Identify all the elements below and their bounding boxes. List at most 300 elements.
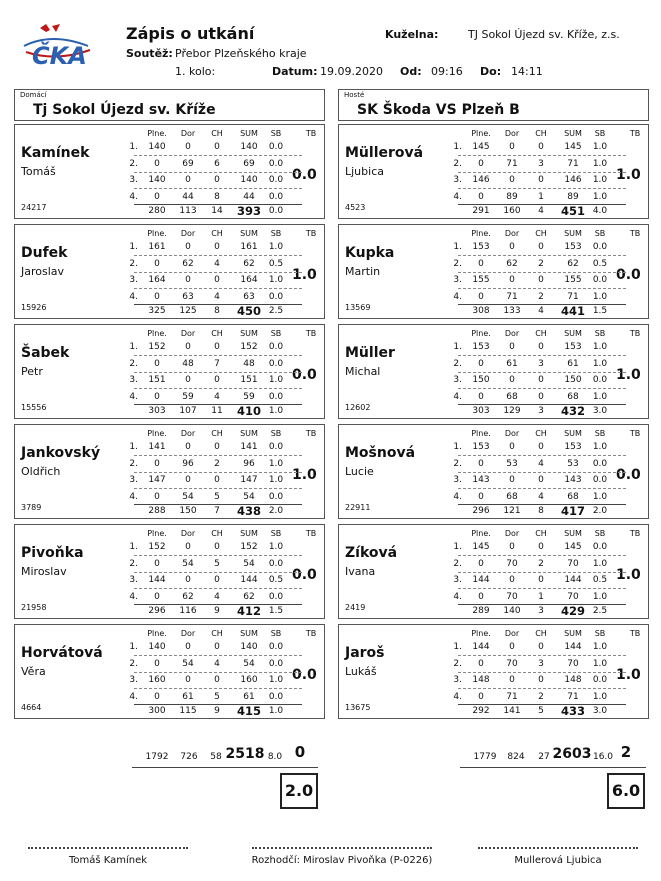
lane-cell: 0 [214, 575, 220, 585]
lane-cell: 0 [538, 442, 544, 452]
lane-number: 4. [453, 691, 462, 702]
row-divider [134, 355, 302, 356]
player-first-name: Věra [21, 665, 46, 678]
player-tb: 0.0 [292, 167, 317, 183]
lane-cell: 0 [538, 391, 544, 402]
player-surname: Horvátová [21, 645, 103, 661]
lane-cell: 148 [472, 675, 490, 685]
column-header: CH [211, 529, 223, 538]
lane-cell: 62 [567, 258, 579, 269]
lane-cell: 0.0 [268, 191, 284, 202]
player-first-name: Petr [21, 365, 43, 378]
lane-cell: 71 [567, 691, 579, 702]
row-divider [134, 572, 302, 573]
lane-number: 4. [129, 291, 138, 302]
lane-cell: 140 [148, 175, 166, 185]
player-total-cell: 3 [538, 406, 544, 416]
lane-cell: 54 [182, 491, 194, 502]
player-registration: 4523 [345, 203, 366, 212]
lane-cell: 69 [182, 158, 194, 169]
lane-cell: 71 [567, 291, 579, 302]
lane-cell: 140 [148, 142, 166, 152]
lane-cell: 0.5 [592, 575, 608, 585]
away-final-score: 6.0 [607, 773, 645, 809]
lane-number: 3. [453, 575, 462, 585]
lane-cell: 71 [506, 291, 518, 302]
lane-cell: 63 [243, 291, 255, 302]
player-total-cell: 150 [179, 506, 197, 516]
player-surname: Kamínek [21, 145, 90, 161]
lane-number: 4. [129, 191, 138, 202]
total-divider [458, 404, 626, 405]
lane-number: 2. [129, 258, 138, 269]
player-tb: 1.0 [292, 267, 317, 283]
lane-cell: 145 [564, 542, 582, 552]
lane-cell: 0 [509, 275, 515, 285]
lane-cell: 70 [567, 658, 579, 669]
row-divider [458, 455, 626, 456]
start-label: Od: [400, 65, 422, 78]
home-player-card [14, 124, 325, 219]
column-header: Plne. [147, 429, 167, 438]
lane-cell: 53 [567, 458, 579, 469]
lane-number: 1. [453, 142, 462, 152]
column-header: Plne. [471, 329, 491, 338]
home-signature: Tomáš Kamínek [68, 855, 148, 866]
total-divider [134, 704, 302, 705]
away-total-ch: 27 [538, 752, 550, 762]
row-divider [134, 672, 302, 673]
lane-cell: 0 [478, 658, 484, 669]
player-tb: 1.0 [292, 467, 317, 483]
lane-cell: 140 [148, 642, 166, 652]
player-total-cell: 296 [472, 506, 490, 516]
lane-cell: 0 [509, 175, 515, 185]
player-total-cell: 8 [538, 506, 544, 516]
lane-cell: 1.0 [592, 358, 608, 369]
lane-cell: 0 [478, 291, 484, 302]
row-divider [134, 655, 302, 656]
player-total-sum: 393 [236, 204, 261, 218]
column-header: TB [629, 329, 641, 338]
lane-cell: 70 [506, 558, 518, 569]
player-surname: Zíková [345, 545, 398, 561]
player-surname: Müllerová [345, 145, 424, 161]
player-total-cell: 116 [179, 606, 197, 616]
lane-cell: 1.0 [592, 442, 608, 452]
lane-cell: 61 [567, 358, 579, 369]
player-total-cell: 289 [472, 606, 490, 616]
referee-signature: Rozhodčí: Miroslav Pivoňka (P-0226) [251, 855, 433, 866]
row-divider [134, 455, 302, 456]
away-total-underline [460, 767, 646, 768]
total-divider [134, 404, 302, 405]
lane-number: 3. [453, 675, 462, 685]
column-header: Plne. [471, 229, 491, 238]
row-divider [458, 155, 626, 156]
away-total-dor: 824 [507, 752, 525, 762]
date-label: Datum: [272, 65, 318, 78]
player-total-cell: 1.0 [268, 406, 284, 416]
lane-number: 1. [453, 342, 462, 352]
lane-number: 2. [129, 458, 138, 469]
column-header: CH [535, 129, 547, 138]
lane-cell: 150 [564, 375, 582, 385]
lane-number: 3. [129, 375, 138, 385]
round-label: 1. kolo: [175, 65, 216, 78]
lane-number: 2. [453, 258, 462, 269]
column-header: Dor [180, 229, 196, 238]
lane-cell: 145 [564, 142, 582, 152]
lane-cell: 53 [506, 458, 518, 469]
column-header: CH [211, 629, 223, 638]
lane-number: 4. [453, 591, 462, 602]
player-surname: Pivoňka [21, 545, 84, 561]
lane-cell: 1.0 [268, 542, 284, 552]
lane-number: 3. [453, 375, 462, 385]
column-header: Dor [180, 529, 196, 538]
lane-cell: 4 [538, 491, 544, 502]
lane-cell: 0 [154, 591, 160, 602]
lane-cell: 0 [185, 475, 191, 485]
lane-cell: 144 [564, 642, 582, 652]
lane-cell: 62 [243, 591, 255, 602]
lane-cell: 164 [148, 275, 166, 285]
lane-number: 3. [453, 175, 462, 185]
lane-number: 2. [129, 658, 138, 669]
lane-number: 1. [453, 242, 462, 252]
lane-cell: 0 [478, 191, 484, 202]
lane-cell: 0 [185, 575, 191, 585]
lane-number: 1. [129, 442, 138, 452]
row-divider [458, 555, 626, 556]
column-header: TB [305, 629, 317, 638]
column-header: CH [211, 129, 223, 138]
lane-cell: 0 [154, 558, 160, 569]
player-total-cell: 325 [148, 306, 166, 316]
column-header: Dor [504, 229, 520, 238]
lane-cell: 155 [564, 275, 582, 285]
lane-cell: 0.0 [268, 158, 284, 169]
lane-number: 1. [129, 542, 138, 552]
lane-cell: 54 [243, 658, 255, 669]
player-total-cell: 2.5 [268, 306, 284, 316]
player-total-cell: 8 [214, 306, 220, 316]
lane-cell: 70 [567, 558, 579, 569]
lane-cell: 161 [148, 242, 166, 252]
player-total-sum: 451 [560, 204, 585, 218]
player-first-name: Tomáš [21, 165, 56, 178]
lane-cell: 0.0 [592, 675, 608, 685]
lane-number: 3. [129, 475, 138, 485]
lane-number: 1. [453, 542, 462, 552]
lane-cell: 140 [240, 142, 258, 152]
lane-cell: 1 [538, 591, 544, 602]
lane-cell: 0.0 [268, 558, 284, 569]
column-header: TB [305, 129, 317, 138]
column-header: SB [270, 129, 282, 138]
lane-cell: 160 [148, 675, 166, 685]
lane-cell: 145 [472, 542, 490, 552]
lane-cell: 0 [214, 475, 220, 485]
home-player-card [14, 324, 325, 419]
player-tb: 1.0 [616, 167, 641, 183]
lane-cell: 48 [243, 358, 255, 369]
column-header: SUM [240, 529, 258, 538]
column-header: SB [270, 229, 282, 238]
lane-cell: 0.0 [268, 391, 284, 402]
column-header: SB [594, 629, 606, 638]
lane-cell: 4 [538, 458, 544, 469]
home-player-card [14, 624, 325, 719]
lane-cell: 1.0 [268, 242, 284, 252]
lane-cell: 0 [185, 342, 191, 352]
player-tb: 0.0 [292, 567, 317, 583]
row-divider [458, 255, 626, 256]
row-divider [458, 172, 626, 173]
column-header: Dor [180, 629, 196, 638]
lane-cell: 153 [472, 342, 490, 352]
player-registration: 3789 [21, 503, 42, 512]
row-divider [458, 472, 626, 473]
row-divider [458, 655, 626, 656]
lane-cell: 1.0 [592, 175, 608, 185]
row-divider [458, 572, 626, 573]
column-header: CH [535, 429, 547, 438]
soutez-value: Přebor Plzeňského kraje [175, 47, 307, 60]
lane-cell: 145 [472, 142, 490, 152]
lane-cell: 0.0 [268, 142, 284, 152]
lane-cell: 7 [214, 358, 220, 369]
lane-cell: 54 [182, 558, 194, 569]
player-total-cell: 4 [538, 206, 544, 216]
lane-cell: 0 [185, 242, 191, 252]
player-tb: 0.0 [616, 267, 641, 283]
away-total-tb: 2 [620, 743, 632, 761]
lane-cell: 1.0 [592, 191, 608, 202]
player-registration: 15556 [21, 403, 47, 412]
row-divider [458, 588, 626, 589]
lane-cell: 62 [506, 258, 518, 269]
lane-cell: 0.0 [592, 475, 608, 485]
lane-cell: 0 [538, 175, 544, 185]
player-total-cell: 107 [179, 406, 197, 416]
lane-number: 3. [129, 275, 138, 285]
lane-cell: 0.0 [592, 242, 608, 252]
lane-cell: 155 [472, 275, 490, 285]
lane-cell: 0 [185, 642, 191, 652]
player-total-cell: 3 [538, 606, 544, 616]
player-first-name: Lucie [345, 465, 374, 478]
lane-number: 4. [453, 291, 462, 302]
column-header: CH [211, 429, 223, 438]
lane-number: 4. [453, 491, 462, 502]
lane-cell: 62 [182, 258, 194, 269]
column-header: CH [535, 629, 547, 638]
lane-number: 1. [129, 142, 138, 152]
player-total-cell: 1.0 [268, 706, 284, 716]
lane-cell: 144 [472, 575, 490, 585]
away-player-card [338, 524, 649, 619]
row-divider [134, 555, 302, 556]
player-total-sum: 438 [236, 504, 261, 518]
lane-cell: 147 [148, 475, 166, 485]
lane-cell: 5 [214, 691, 220, 702]
player-total-cell: 292 [472, 706, 490, 716]
lane-cell: 0 [214, 342, 220, 352]
home-final-score: 2.0 [280, 773, 318, 809]
row-divider [458, 188, 626, 189]
lane-cell: 5 [214, 491, 220, 502]
lane-cell: 70 [506, 658, 518, 669]
lane-cell: 0.5 [268, 258, 284, 269]
away-label: Hosté [344, 91, 365, 99]
lane-cell: 71 [506, 691, 518, 702]
end-value: 14:11 [511, 65, 543, 78]
lane-cell: 0 [214, 242, 220, 252]
lane-number: 2. [453, 658, 462, 669]
lane-cell: 0 [185, 175, 191, 185]
lane-cell: 0 [154, 691, 160, 702]
player-tb: 1.0 [616, 367, 641, 383]
lane-cell: 0 [538, 142, 544, 152]
lane-cell: 4 [214, 391, 220, 402]
away-player-card [338, 224, 649, 319]
column-header: Plne. [471, 129, 491, 138]
lane-cell: 1.0 [268, 375, 284, 385]
player-total-sum: 433 [560, 704, 585, 718]
column-header: SB [270, 629, 282, 638]
player-total-cell: 3.0 [592, 406, 608, 416]
lane-cell: 0 [538, 475, 544, 485]
lane-cell: 152 [148, 542, 166, 552]
row-divider [458, 355, 626, 356]
row-divider [134, 688, 302, 689]
away-total-sb: 16.0 [592, 752, 614, 762]
row-divider [458, 288, 626, 289]
lane-cell: 71 [506, 158, 518, 169]
column-header: SB [270, 429, 282, 438]
lane-cell: 68 [506, 491, 518, 502]
lane-cell: 0 [509, 442, 515, 452]
total-divider [458, 604, 626, 605]
lane-number: 2. [453, 158, 462, 169]
lane-number: 2. [453, 458, 462, 469]
player-total-sum: 429 [560, 604, 585, 618]
lane-cell: 0.0 [592, 375, 608, 385]
lane-cell: 0.0 [268, 642, 284, 652]
total-divider [134, 204, 302, 205]
lane-cell: 3 [538, 358, 544, 369]
lane-cell: 4 [214, 658, 220, 669]
player-total-cell: 1.5 [268, 606, 284, 616]
soutez-label: Soutěž: [126, 47, 173, 60]
home-total-tb: 0 [294, 743, 306, 761]
lane-cell: 70 [567, 591, 579, 602]
lane-number: 1. [129, 342, 138, 352]
lane-cell: 152 [240, 542, 258, 552]
player-registration: 13675 [345, 703, 371, 712]
player-total-cell: 5 [538, 706, 544, 716]
lane-cell: 152 [240, 342, 258, 352]
lane-cell: 0 [214, 675, 220, 685]
column-header: SB [270, 529, 282, 538]
column-header: SB [594, 129, 606, 138]
row-divider [458, 672, 626, 673]
lane-cell: 0 [478, 458, 484, 469]
player-tb: 0.0 [292, 667, 317, 683]
column-header: TB [305, 529, 317, 538]
column-header: TB [629, 229, 641, 238]
lane-cell: 148 [564, 675, 582, 685]
player-total-cell: 4.0 [592, 206, 608, 216]
lane-cell: 146 [564, 175, 582, 185]
lane-cell: 144 [472, 642, 490, 652]
lane-cell: 1.0 [592, 142, 608, 152]
lane-cell: 151 [148, 375, 166, 385]
total-divider [458, 504, 626, 505]
lane-cell: 2 [538, 558, 544, 569]
column-header: SUM [564, 629, 582, 638]
lane-cell: 153 [472, 242, 490, 252]
lane-number: 4. [129, 691, 138, 702]
lane-cell: 0 [185, 275, 191, 285]
player-total-cell: 303 [472, 406, 490, 416]
player-total-cell: 291 [472, 206, 490, 216]
lane-cell: 54 [182, 658, 194, 669]
row-divider [134, 372, 302, 373]
away-team-header [338, 89, 649, 121]
player-total-sum: 412 [236, 604, 261, 618]
lane-cell: 44 [182, 191, 194, 202]
column-header: Dor [180, 429, 196, 438]
lane-number: 4. [453, 191, 462, 202]
player-total-cell: 160 [503, 206, 521, 216]
lane-cell: 0.0 [268, 442, 284, 452]
lane-cell: 140 [240, 175, 258, 185]
column-header: CH [535, 229, 547, 238]
lane-cell: 153 [564, 242, 582, 252]
lane-cell: 8 [214, 191, 220, 202]
lane-cell: 0 [478, 691, 484, 702]
player-surname: Dufek [21, 245, 68, 261]
lane-number: 2. [129, 158, 138, 169]
row-divider [134, 288, 302, 289]
lane-cell: 0.0 [268, 658, 284, 669]
lane-cell: 1.0 [592, 658, 608, 669]
row-divider [134, 388, 302, 389]
lane-cell: 1.0 [268, 275, 284, 285]
lane-cell: 96 [182, 458, 194, 469]
player-first-name: Michal [345, 365, 381, 378]
player-total-cell: 115 [179, 706, 197, 716]
player-tb: 0.0 [292, 367, 317, 383]
total-divider [458, 204, 626, 205]
player-total-cell: 2.0 [592, 506, 608, 516]
home-team-header [14, 89, 325, 121]
lane-number: 2. [453, 358, 462, 369]
player-total-cell: 113 [179, 206, 197, 216]
row-divider [458, 488, 626, 489]
column-header: SUM [240, 229, 258, 238]
home-total-dor: 726 [180, 752, 198, 762]
player-total-cell: 296 [148, 606, 166, 616]
player-total-sum: 415 [236, 704, 261, 718]
lane-cell: 0 [538, 242, 544, 252]
lane-cell: 0 [538, 375, 544, 385]
player-first-name: Ljubica [345, 165, 384, 178]
lane-cell: 0 [185, 442, 191, 452]
